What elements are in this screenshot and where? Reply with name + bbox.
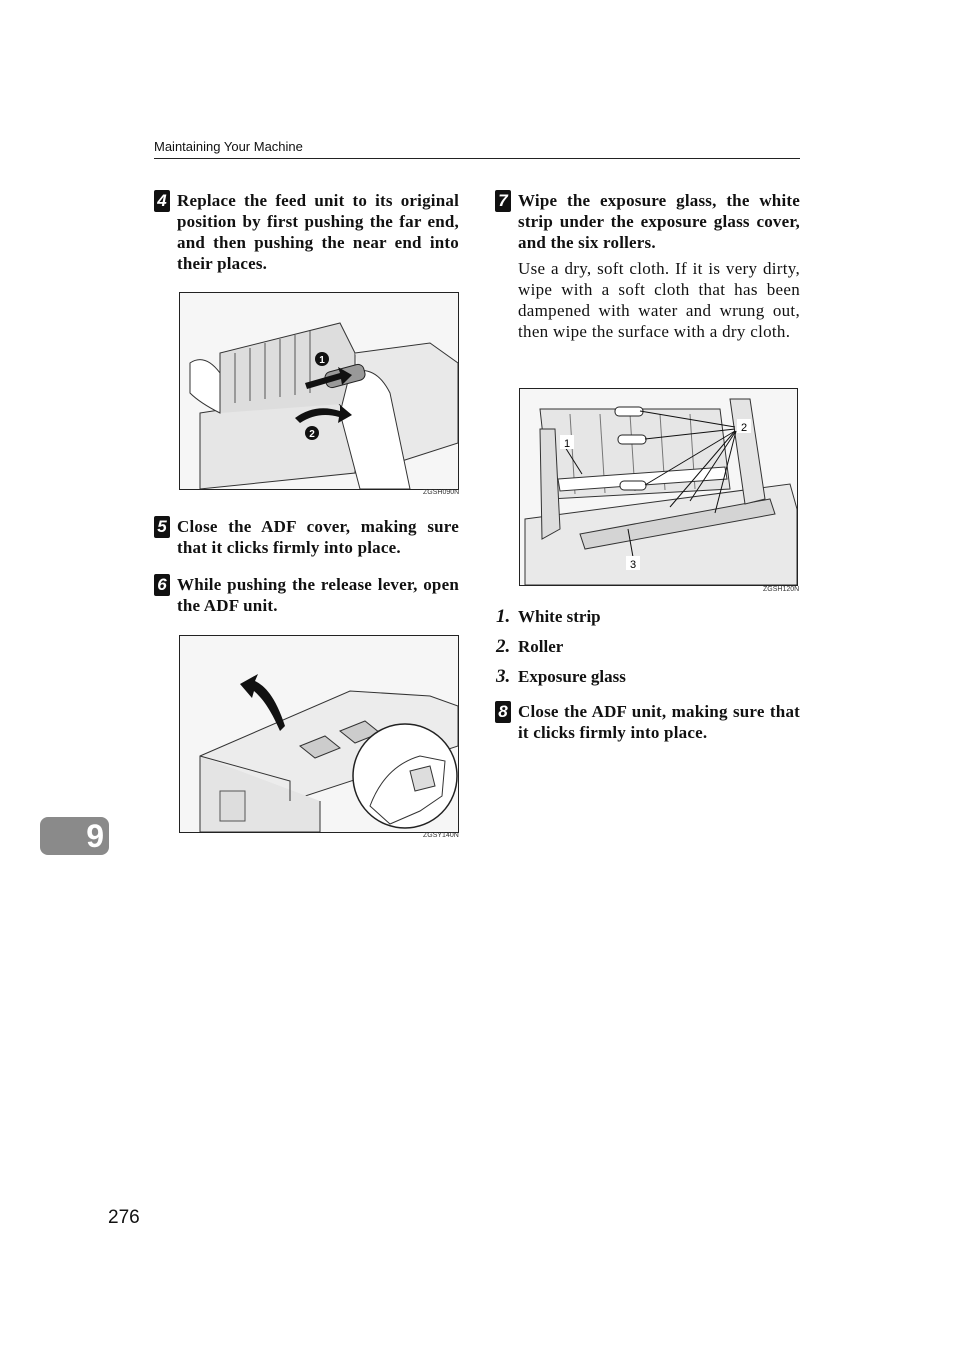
- step-number: 7: [495, 190, 511, 212]
- step-7: [495, 190, 800, 342]
- page-number: 276: [108, 1207, 140, 1228]
- callout-1: 1: [319, 355, 325, 366]
- adf-unit-illustration: [179, 635, 459, 833]
- legend-label: Exposure glass: [518, 667, 626, 686]
- running-header: Maintaining Your Machine: [154, 139, 800, 159]
- feed-unit-illustration: [179, 292, 459, 490]
- figure-legend: [496, 606, 816, 696]
- figure-code: ZGSH090N: [423, 489, 460, 496]
- step-8: [495, 701, 800, 743]
- legend-item-white-strip: [496, 606, 816, 636]
- step-number: 4: [154, 190, 170, 212]
- callout-2: 2: [740, 422, 748, 434]
- step-number: 8: [495, 701, 511, 723]
- callout-1: 1: [563, 438, 571, 450]
- step-instruction: Replace the feed unit to its original position by first pushing the far end, and then pushing the near end into their places.: [177, 191, 459, 273]
- step-number: 6: [154, 574, 170, 596]
- step-instruction: While pushing the release lever, open the ADF unit.: [177, 575, 459, 615]
- legend-number: 1.: [496, 606, 511, 627]
- legend-item-roller: [496, 636, 816, 666]
- legend-label: White strip: [518, 607, 601, 626]
- legend-item-exposure-glass: [496, 666, 816, 696]
- step-instruction: Close the ADF unit, making sure that it clicks firmly into place.: [518, 702, 800, 742]
- figure-code: ZGSH120N: [763, 586, 800, 593]
- callout-3: 3: [629, 559, 637, 571]
- step-instruction: Close the ADF cover, making sure that it clicks firmly into place.: [177, 517, 459, 557]
- step-5: [154, 516, 459, 558]
- step-instruction: Wipe the exposure glass, the white strip under the exposure glass cover, and the six rollers.: [518, 191, 800, 252]
- step-6: [154, 574, 459, 616]
- figure-code: ZGSY140N: [423, 832, 459, 839]
- legend-label: Roller: [518, 637, 564, 656]
- exposure-glass-illustration: [519, 388, 798, 586]
- callout-2: 2: [309, 429, 315, 440]
- chapter-tab: 9: [40, 817, 109, 855]
- legend-number: 2.: [496, 636, 511, 657]
- step-number: 5: [154, 516, 170, 538]
- step-description: Use a dry, soft cloth. If it is very dirty, wipe with a soft cloth that has been dampened with water and wrung out, then wipe the surface with a dry cloth.: [518, 259, 800, 341]
- legend-number: 3.: [496, 666, 511, 687]
- step-4: [154, 190, 459, 274]
